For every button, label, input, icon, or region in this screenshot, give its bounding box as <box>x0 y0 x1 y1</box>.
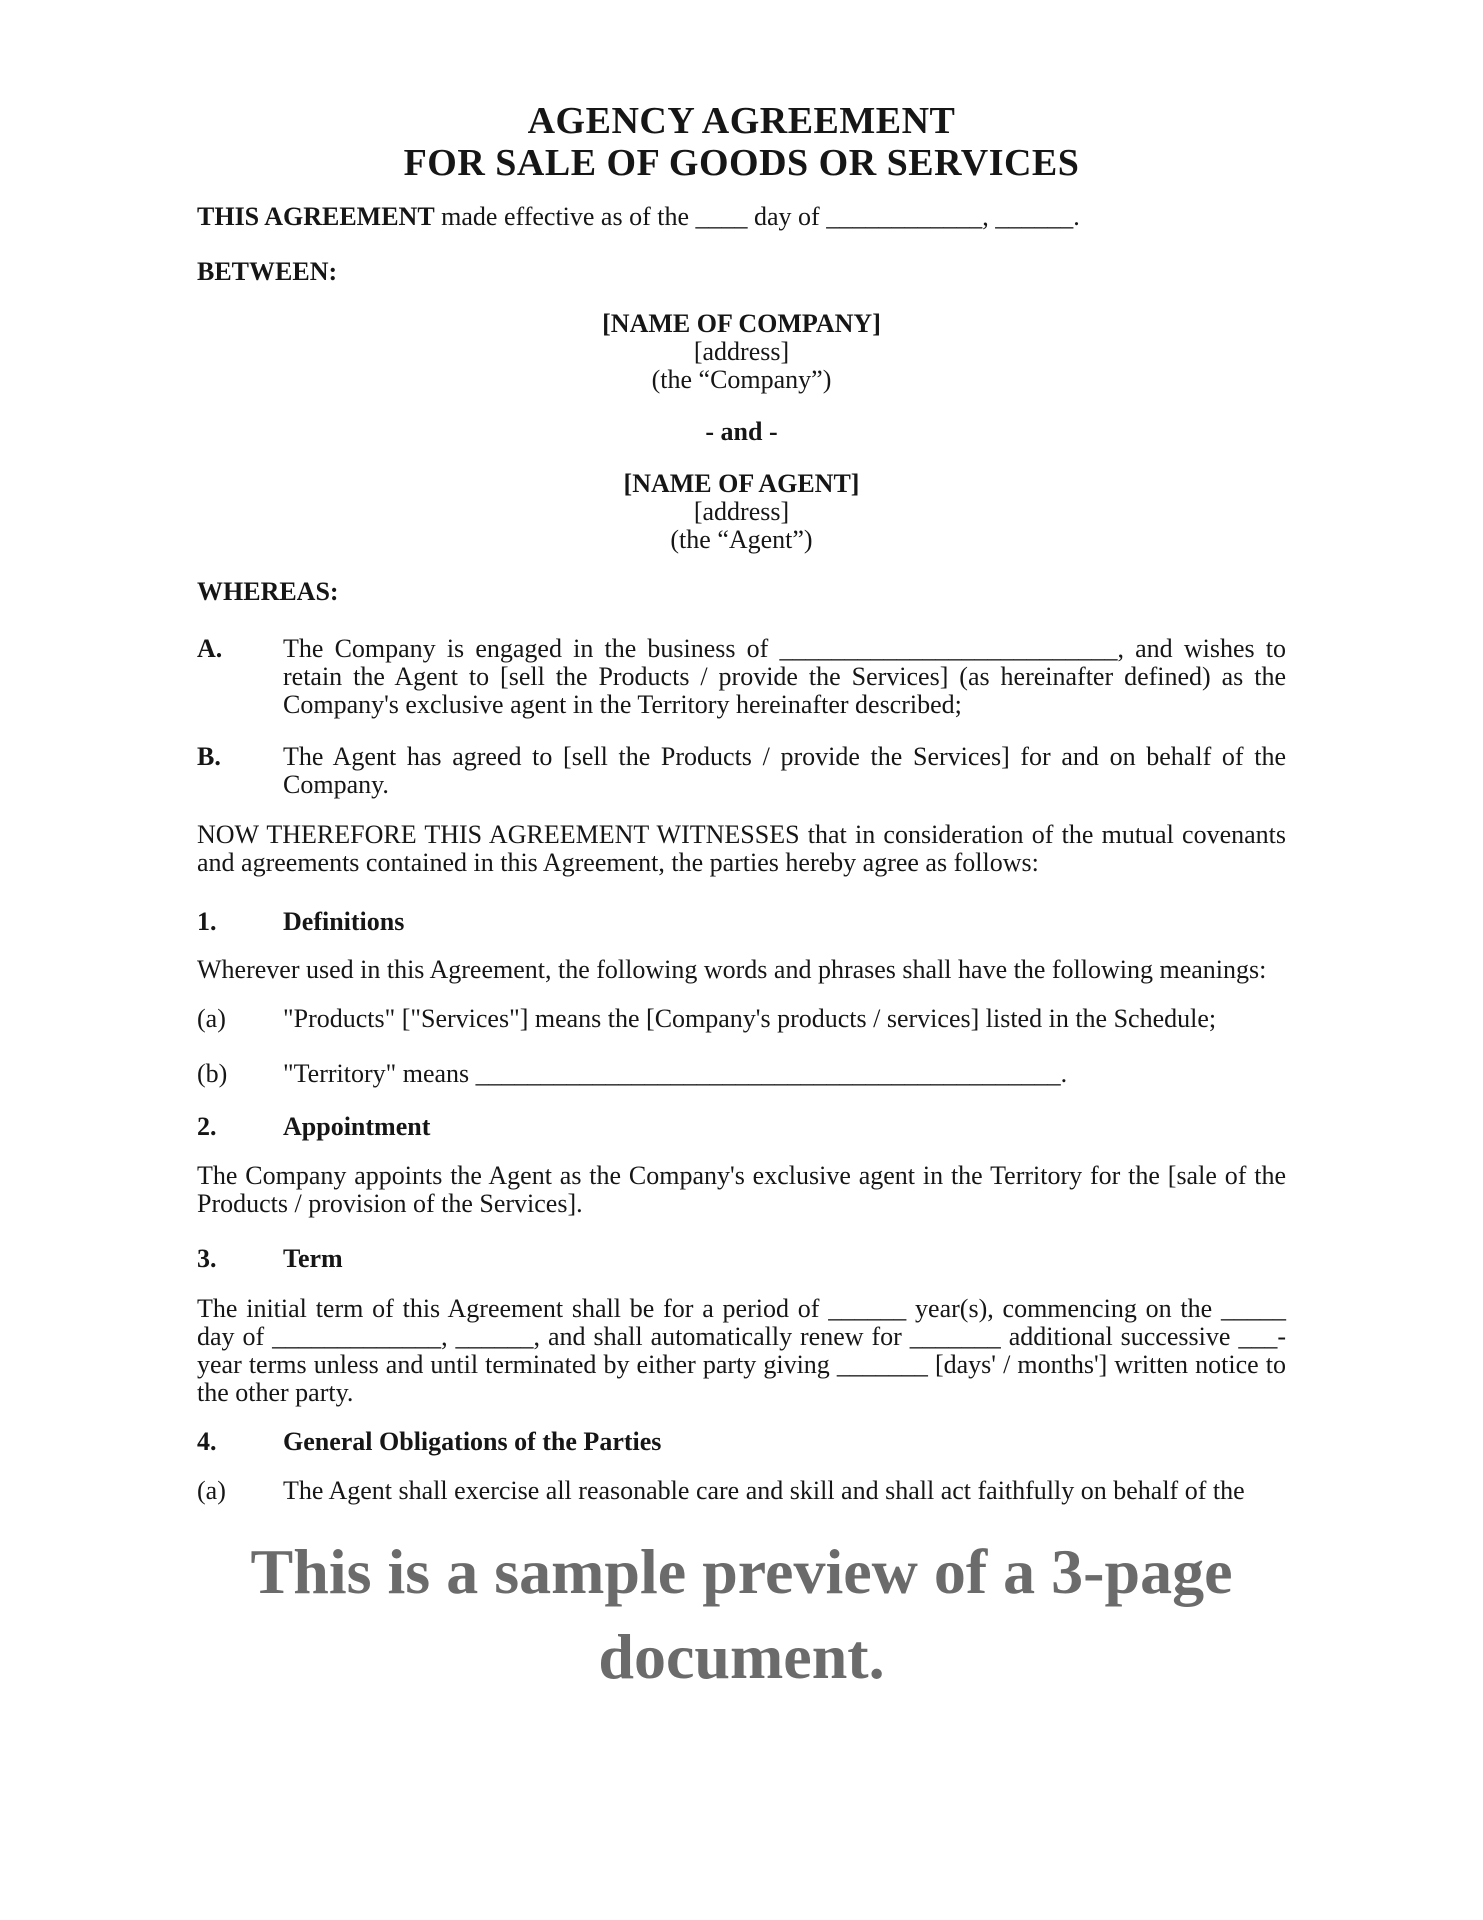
section-2-heading <box>197 1113 1286 1141</box>
section-2-number: 2. <box>197 1112 217 1141</box>
section-1-heading <box>197 908 1286 936</box>
definition-b <box>197 1060 1286 1088</box>
section-1-title: Definitions <box>283 907 405 936</box>
obligation-a-text: The Agent shall exercise all reasonable care and skill and shall act faithfully on behalf of the <box>283 1477 1245 1505</box>
section-3-title: Term <box>283 1244 343 1273</box>
definition-b-label: (b) <box>197 1059 228 1088</box>
title-line-2: FOR SALE OF GOODS OR SERVICES <box>403 142 1080 184</box>
intro-text: made effective as of the ____ day of ____________, ______. <box>434 202 1080 231</box>
section-3-number: 3. <box>197 1244 217 1273</box>
definition-b-text: "Territory" means _____________________________________________. <box>283 1059 1068 1088</box>
now-therefore-paragraph: NOW THEREFORE THIS AGREEMENT WITNESSES that in consideration of the mutual covenants and agreements contained in this Agreement, the parties hereby agree as follows: <box>197 820 1286 877</box>
recital-a <box>197 635 1286 719</box>
recital-b-label: B. <box>197 742 221 771</box>
sample-preview-watermark <box>197 1529 1286 1699</box>
agent-block <box>197 470 1286 554</box>
intro-lead-in: THIS AGREEMENT <box>197 202 435 231</box>
watermark-line-2: document. <box>598 1621 885 1692</box>
company-block <box>197 310 1286 394</box>
agent-address: [address] <box>693 497 790 526</box>
definition-a <box>197 1005 1286 1033</box>
agent-alias: (the “Agent”) <box>670 525 813 554</box>
watermark-line-1: This is a sample preview of a 3-page <box>250 1536 1233 1607</box>
obligation-a <box>197 1477 1286 1505</box>
appointment-paragraph: The Company appoints the Agent as the Company's exclusive agent in the Territory for the [sale of the Products / provision of the Services]. <box>197 1161 1286 1218</box>
obligation-a-label: (a) <box>197 1476 226 1505</box>
intro-paragraph <box>197 203 1286 231</box>
section-4-number: 4. <box>197 1427 217 1456</box>
whereas-label: WHEREAS: <box>197 577 339 606</box>
recital-a-text: The Company is engaged in the business of __________________________, and wishes to retain the Agent to [sell the Products / provide the Services] (as hereinafter defined) as the Company's exclusive agent in the Territory hereinafter described; <box>283 634 1286 719</box>
document-title <box>197 100 1286 184</box>
section-3-heading <box>197 1245 1286 1273</box>
section-2-title: Appointment <box>283 1112 431 1141</box>
definitions-intro: Wherever used in this Agreement, the following words and phrases shall have the following meanings: <box>197 955 1267 984</box>
recital-a-label: A. <box>197 634 223 663</box>
term-paragraph: The initial term of this Agreement shall be for a period of ______ year(s), commencing on the _____ day of _____________, ______, and shall automatically renew for _______ additional successive ___-year terms unless and until terminated by either party giving _______ [days' / months'] written notice to the other party. <box>197 1294 1286 1407</box>
recital-b <box>197 743 1286 799</box>
and-separator: - and - <box>705 417 778 446</box>
company-address: [address] <box>693 337 790 366</box>
recital-b-text: The Agent has agreed to [sell the Products / provide the Services] for and on behalf of the Company. <box>283 742 1286 799</box>
between-label: BETWEEN: <box>197 257 338 286</box>
section-4-heading <box>197 1428 1286 1456</box>
section-4-title: General Obligations of the Parties <box>283 1427 662 1456</box>
agent-name: [NAME OF AGENT] <box>623 469 860 498</box>
section-1-number: 1. <box>197 907 217 936</box>
company-alias: (the “Company”) <box>651 365 832 394</box>
definition-a-label: (a) <box>197 1004 226 1033</box>
definition-a-text: "Products" ["Services"] means the [Company's products / services] listed in the Schedule; <box>283 1004 1217 1033</box>
company-name: [NAME OF COMPANY] <box>602 309 881 338</box>
title-line-1: AGENCY AGREEMENT <box>527 100 956 142</box>
